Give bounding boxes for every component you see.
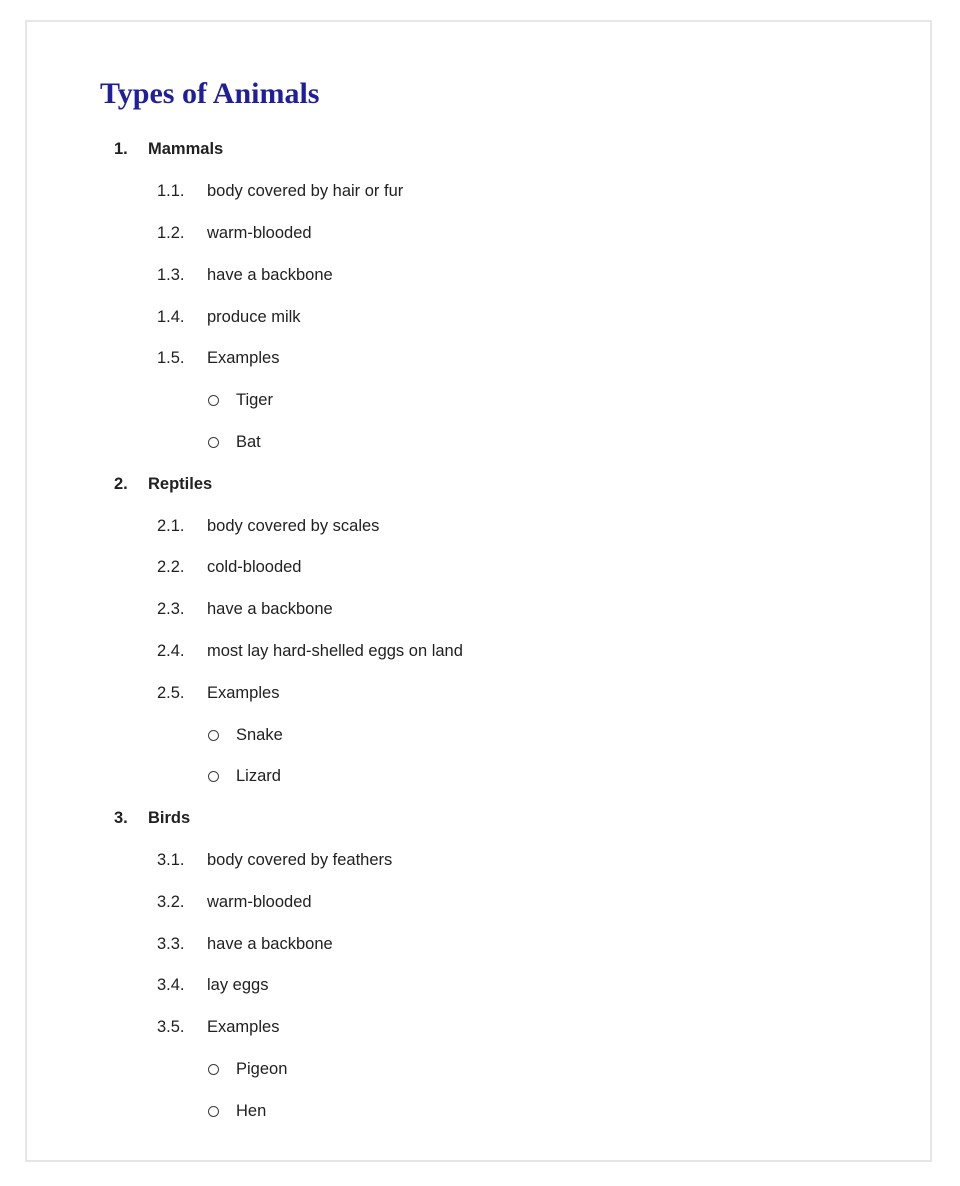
item-number: 3.1. (157, 850, 185, 869)
example-row (27, 1049, 930, 1091)
item-text: body covered by scales (207, 516, 380, 535)
item-text: Examples (207, 349, 280, 368)
section-label: Birds (148, 809, 191, 828)
item-number: 2.3. (157, 600, 185, 619)
circle-bullet-icon (208, 771, 219, 782)
item-number: 1.5. (157, 349, 185, 368)
item-text: have a backbone (207, 265, 333, 284)
item-number: 1.4. (157, 307, 185, 326)
section-row (27, 798, 930, 840)
item-row (27, 840, 930, 882)
example-text: Bat (236, 432, 261, 451)
item-text: lay eggs (207, 976, 269, 995)
item-row (27, 547, 930, 589)
item-text: Examples (207, 1018, 280, 1037)
item-text: warm-blooded (207, 892, 312, 911)
item-number: 2.1. (157, 516, 185, 535)
example-row (27, 422, 930, 464)
example-text: Tiger (236, 391, 273, 410)
item-row (27, 589, 930, 631)
page-title: Types of Animals (100, 77, 320, 110)
item-number: 3.2. (157, 892, 185, 911)
section-label: Reptiles (148, 474, 213, 493)
circle-bullet-icon (208, 1064, 219, 1075)
item-row (27, 672, 930, 714)
item-row (27, 923, 930, 965)
example-row (27, 756, 930, 798)
item-row (27, 338, 930, 380)
item-row (27, 631, 930, 673)
item-number: 2.5. (157, 683, 185, 702)
circle-bullet-icon (208, 395, 219, 406)
item-row (27, 171, 930, 213)
item-text: have a backbone (207, 934, 333, 953)
item-row (27, 254, 930, 296)
circle-bullet-icon (208, 437, 219, 448)
item-text: most lay hard-shelled eggs on land (207, 641, 463, 660)
item-number: 2.4. (157, 641, 185, 660)
item-number: 1.3. (157, 265, 185, 284)
section-row (27, 129, 930, 171)
outline (27, 129, 930, 1132)
item-row (27, 1007, 930, 1049)
item-row (27, 881, 930, 923)
item-row (27, 213, 930, 255)
example-row (27, 714, 930, 756)
item-number: 1.1. (157, 182, 185, 201)
circle-bullet-icon (208, 1106, 219, 1117)
section-number: 2. (114, 474, 128, 493)
example-text: Hen (236, 1101, 267, 1120)
document-page (25, 20, 932, 1162)
item-number: 3.3. (157, 934, 185, 953)
item-text: warm-blooded (207, 223, 312, 242)
section-number: 1. (114, 140, 128, 159)
item-row (27, 296, 930, 338)
example-text: Lizard (236, 767, 281, 786)
circle-bullet-icon (208, 730, 219, 741)
item-text: body covered by hair or fur (207, 182, 404, 201)
example-text: Snake (236, 725, 283, 744)
section-number: 3. (114, 809, 128, 828)
example-row (27, 380, 930, 422)
item-number: 3.5. (157, 1018, 185, 1037)
example-row (27, 1090, 930, 1132)
section-label: Mammals (148, 140, 224, 159)
item-number: 3.4. (157, 976, 185, 995)
item-row (27, 965, 930, 1007)
item-number: 2.2. (157, 558, 185, 577)
example-text: Pigeon (236, 1059, 288, 1078)
item-text: produce milk (207, 307, 301, 326)
item-row (27, 505, 930, 547)
item-text: cold-blooded (207, 558, 302, 577)
item-number: 1.2. (157, 223, 185, 242)
item-text: have a backbone (207, 600, 333, 619)
item-text: body covered by feathers (207, 850, 393, 869)
section-row (27, 463, 930, 505)
item-text: Examples (207, 683, 280, 702)
